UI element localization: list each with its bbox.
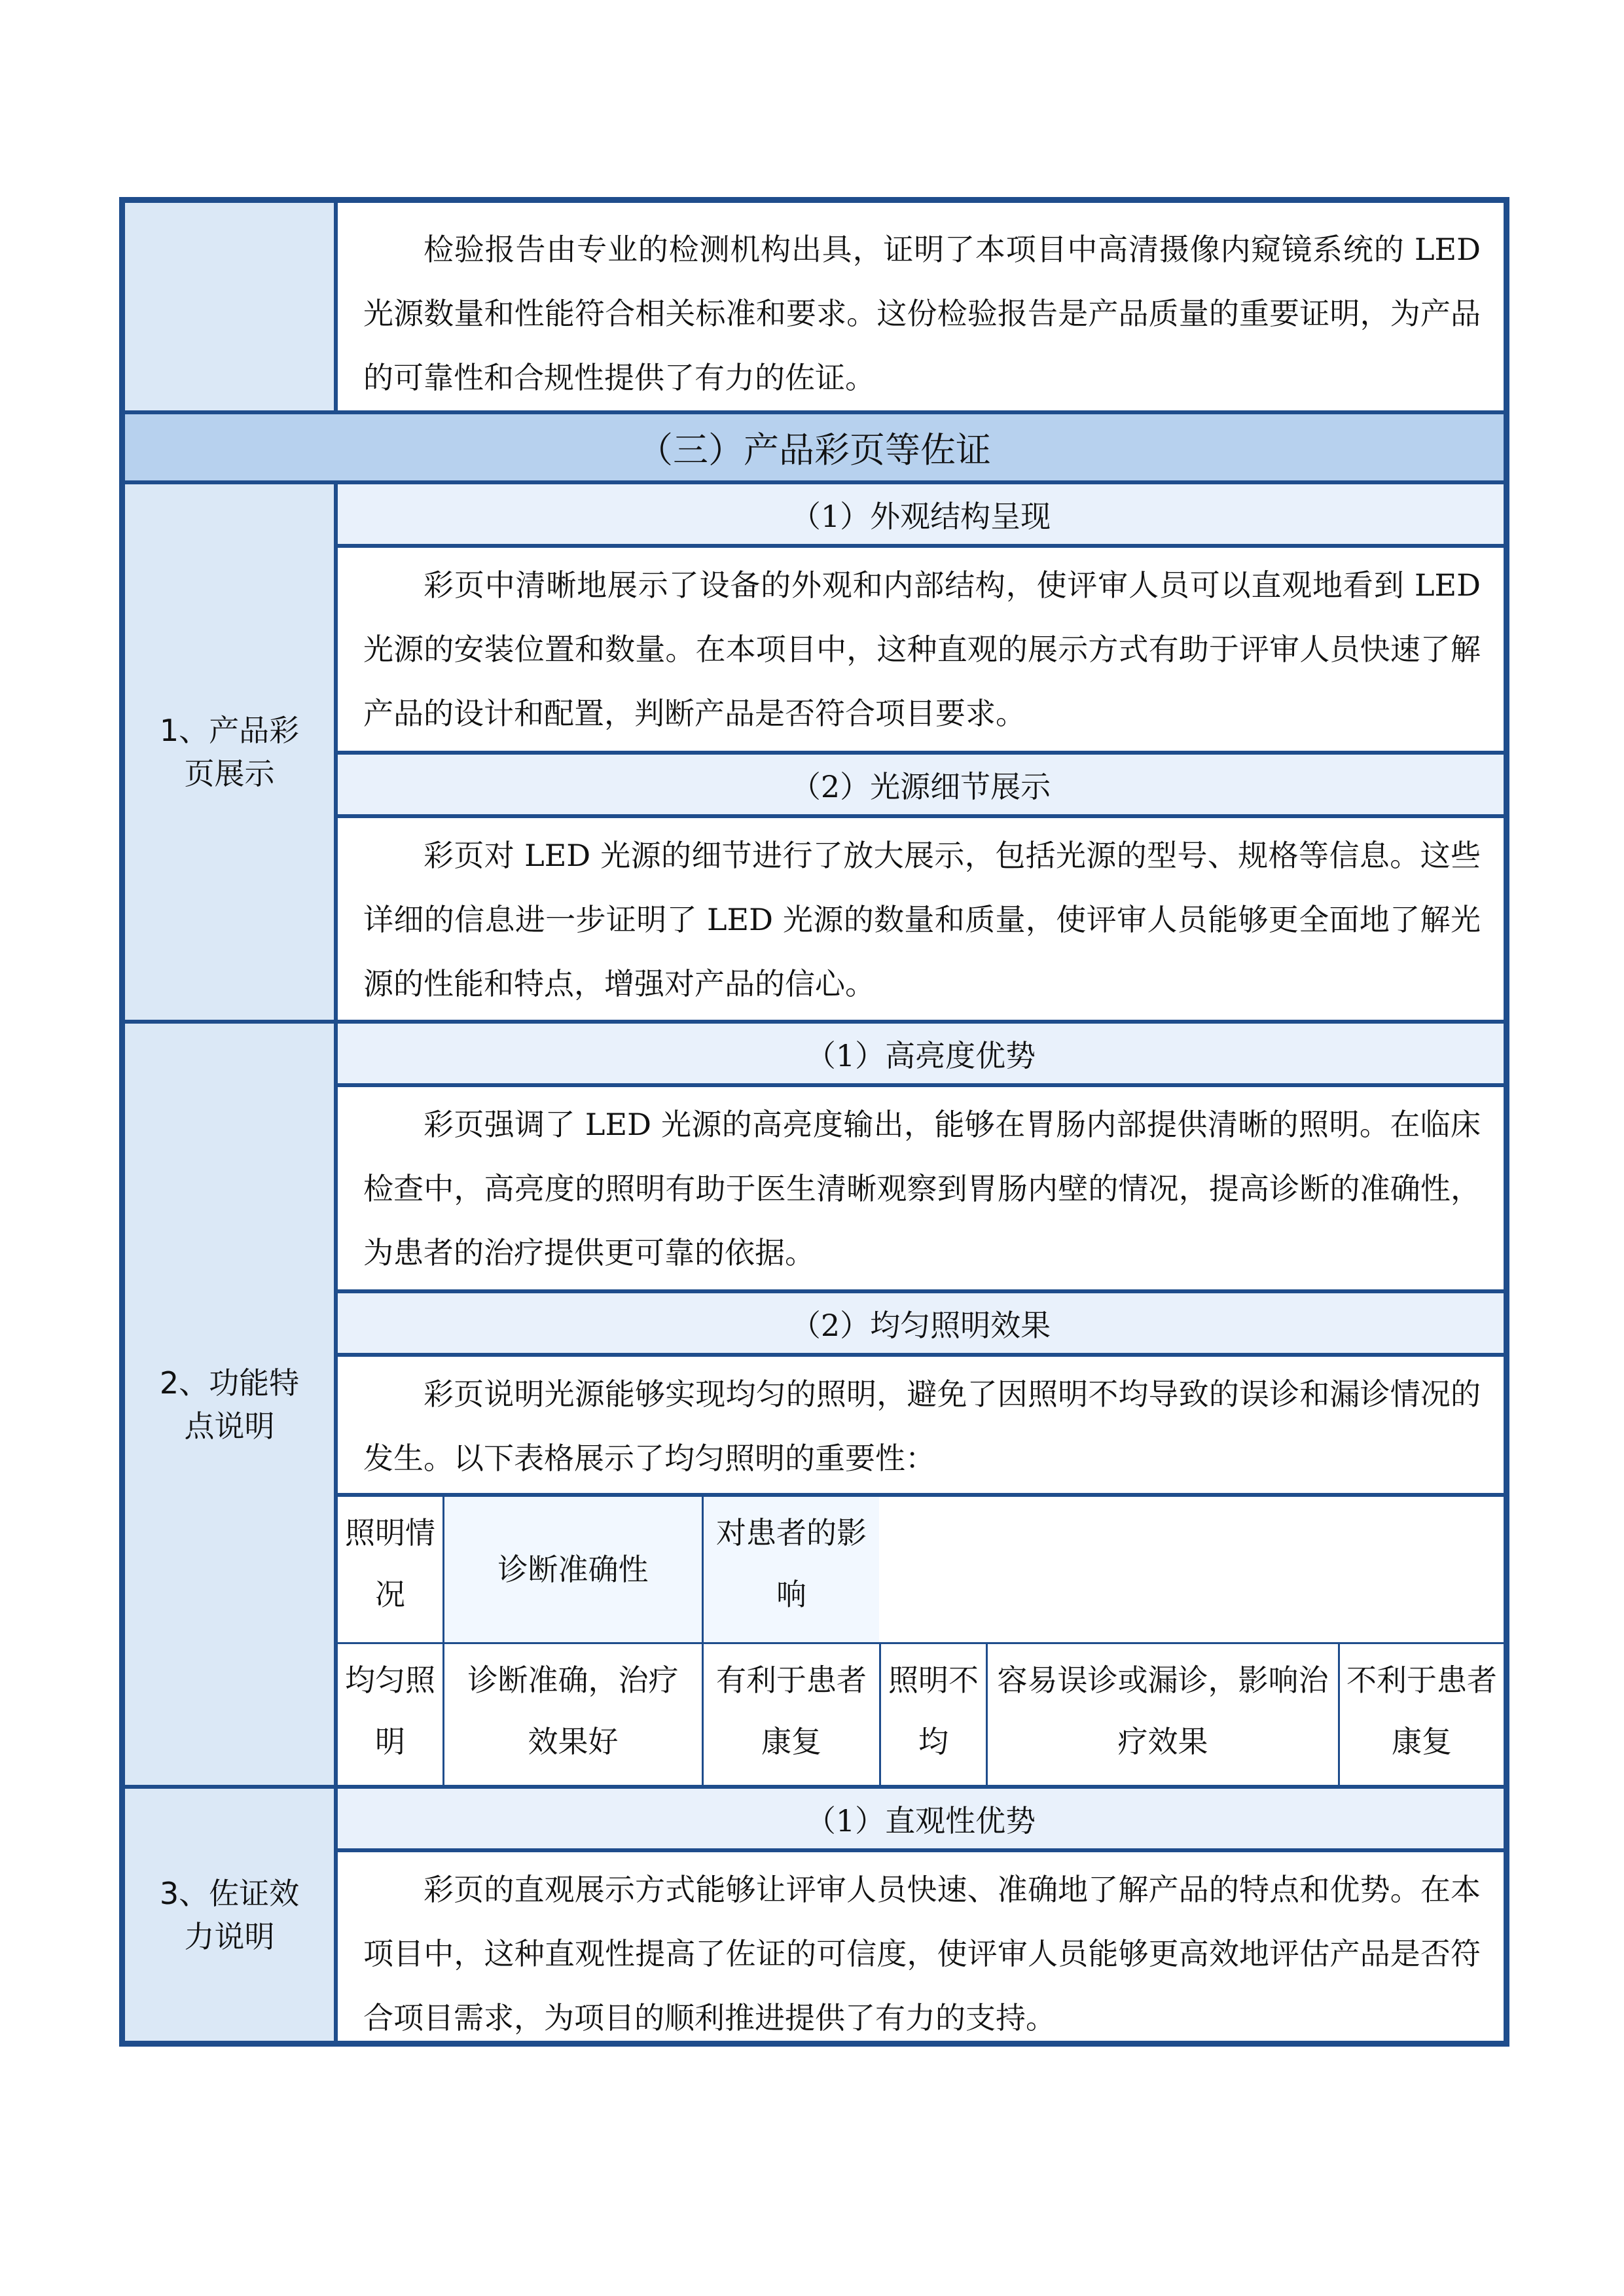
table-line <box>1338 1644 1340 1785</box>
grid-line <box>125 480 1504 484</box>
group-1-label-cell <box>125 484 334 1020</box>
grid-line <box>338 1083 1504 1087</box>
group-1-item-1-heading: （1）外观结构呈现 <box>338 484 1504 544</box>
group-3-label-cell <box>125 1789 334 2041</box>
table-header-accuracy: 诊断准确性 <box>444 1497 702 1642</box>
grid-line <box>338 814 1504 818</box>
intro-paragraph: 检验报告由专业的检测机构出具，证明了本项目中高清摄像内窥镜系统的 LED 光源数量和性能符合相关标准和要求。这份检验报告是产品质量的重要证明，为产品的可靠性和合规性提供了有力的佐证。 <box>363 232 1481 395</box>
table-header-illumination: 照明情况 <box>345 1515 435 1612</box>
grid-line <box>338 1848 1504 1852</box>
group-3-item-1-text: 彩页的直观展示方式能够让评审人员快速、准确地了解产品的特点和优势。在本项目中，这种直观性提高了佐证的可信度，使评审人员能够更高效地评估产品是否符合项目需求，为项目的顺利推进提供了有力的支持。 <box>363 1872 1481 2036</box>
grid-line <box>125 410 1504 414</box>
table-cell-uneven-illumination: 照明不均 <box>888 1662 979 1759</box>
table-cell-good-recovery: 有利于患者康复 <box>716 1662 867 1759</box>
group-1-label: 1、产品彩 页展示 <box>159 713 300 791</box>
evidence-table <box>119 197 1509 2047</box>
group-1-item-2-heading: （2）光源细节展示 <box>338 755 1504 814</box>
table-line <box>702 1497 704 1785</box>
table-line <box>338 1642 1504 1644</box>
grid-line <box>338 1289 1504 1293</box>
group-2-item-2-heading: （2）均匀照明效果 <box>338 1293 1504 1353</box>
group-2-label: 2、功能特 点说明 <box>159 1365 300 1444</box>
group-2-item-2-text: 彩页说明光源能够实现均匀的照明，避免了因照明不均导致的误诊和漏诊情况的发生。以下表格展示了均匀照明的重要性： <box>363 1376 1481 1476</box>
table-cell-bad-recovery: 不利于患者康复 <box>1346 1662 1497 1759</box>
group-2-label-cell <box>125 1024 334 1785</box>
grid-line <box>338 544 1504 548</box>
section-title: （三）产品彩页等佐证 <box>125 414 1504 480</box>
grid-line <box>334 203 338 410</box>
group-1-item-1-text: 彩页中清晰地展示了设备的外观和内部结构，使评审人员可以直观地看到 LED 光源的安装位置和数量。在本项目中，这种直观的展示方式有助于评审人员快速了解产品的设计和配置，判断产品是否符合项目要求。 <box>363 567 1481 731</box>
grid-line <box>125 1785 1504 1789</box>
group-3-label: 3、佐证效 力说明 <box>159 1875 300 1954</box>
grid-line <box>338 1493 1504 1497</box>
table-line <box>986 1644 988 1785</box>
grid-line <box>334 484 338 2041</box>
illumination-comparison-table <box>338 1497 1504 1785</box>
intro-left-cell <box>125 203 334 410</box>
table-header-impact: 对患者的影响 <box>704 1497 879 1642</box>
group-2-item-1-heading: （1）高亮度优势 <box>338 1024 1504 1083</box>
group-3-item-1-heading: （1）直观性优势 <box>338 1789 1504 1848</box>
grid-line <box>125 1020 1504 1024</box>
table-cell-misdiagnosis: 容易误诊或漏诊，影响治疗效果 <box>997 1662 1329 1759</box>
group-1-item-2-text: 彩页对 LED 光源的细节进行了放大展示，包括光源的型号、规格等信息。这些详细的信息进一步证明了 LED 光源的数量和质量，使评审人员能够更全面地了解光源的性能和特点，增强对产品的信心。 <box>363 838 1481 1001</box>
group-2-item-1-text: 彩页强调了 LED 光源的高亮度输出，能够在胃肠内部提供清晰的照明。在临床检查中，高亮度的照明有助于医生清晰观察到胃肠内壁的情况，提高诊断的准确性，为患者的治疗提供更可靠的依据。 <box>363 1107 1481 1270</box>
table-cell-accurate-diagnosis: 诊断准确，治疗效果好 <box>467 1662 679 1759</box>
grid-line <box>338 1353 1504 1357</box>
table-line <box>879 1644 881 1785</box>
table-line <box>442 1497 444 1785</box>
table-cell-even-illumination: 均匀照明 <box>345 1662 435 1759</box>
grid-line <box>338 751 1504 755</box>
